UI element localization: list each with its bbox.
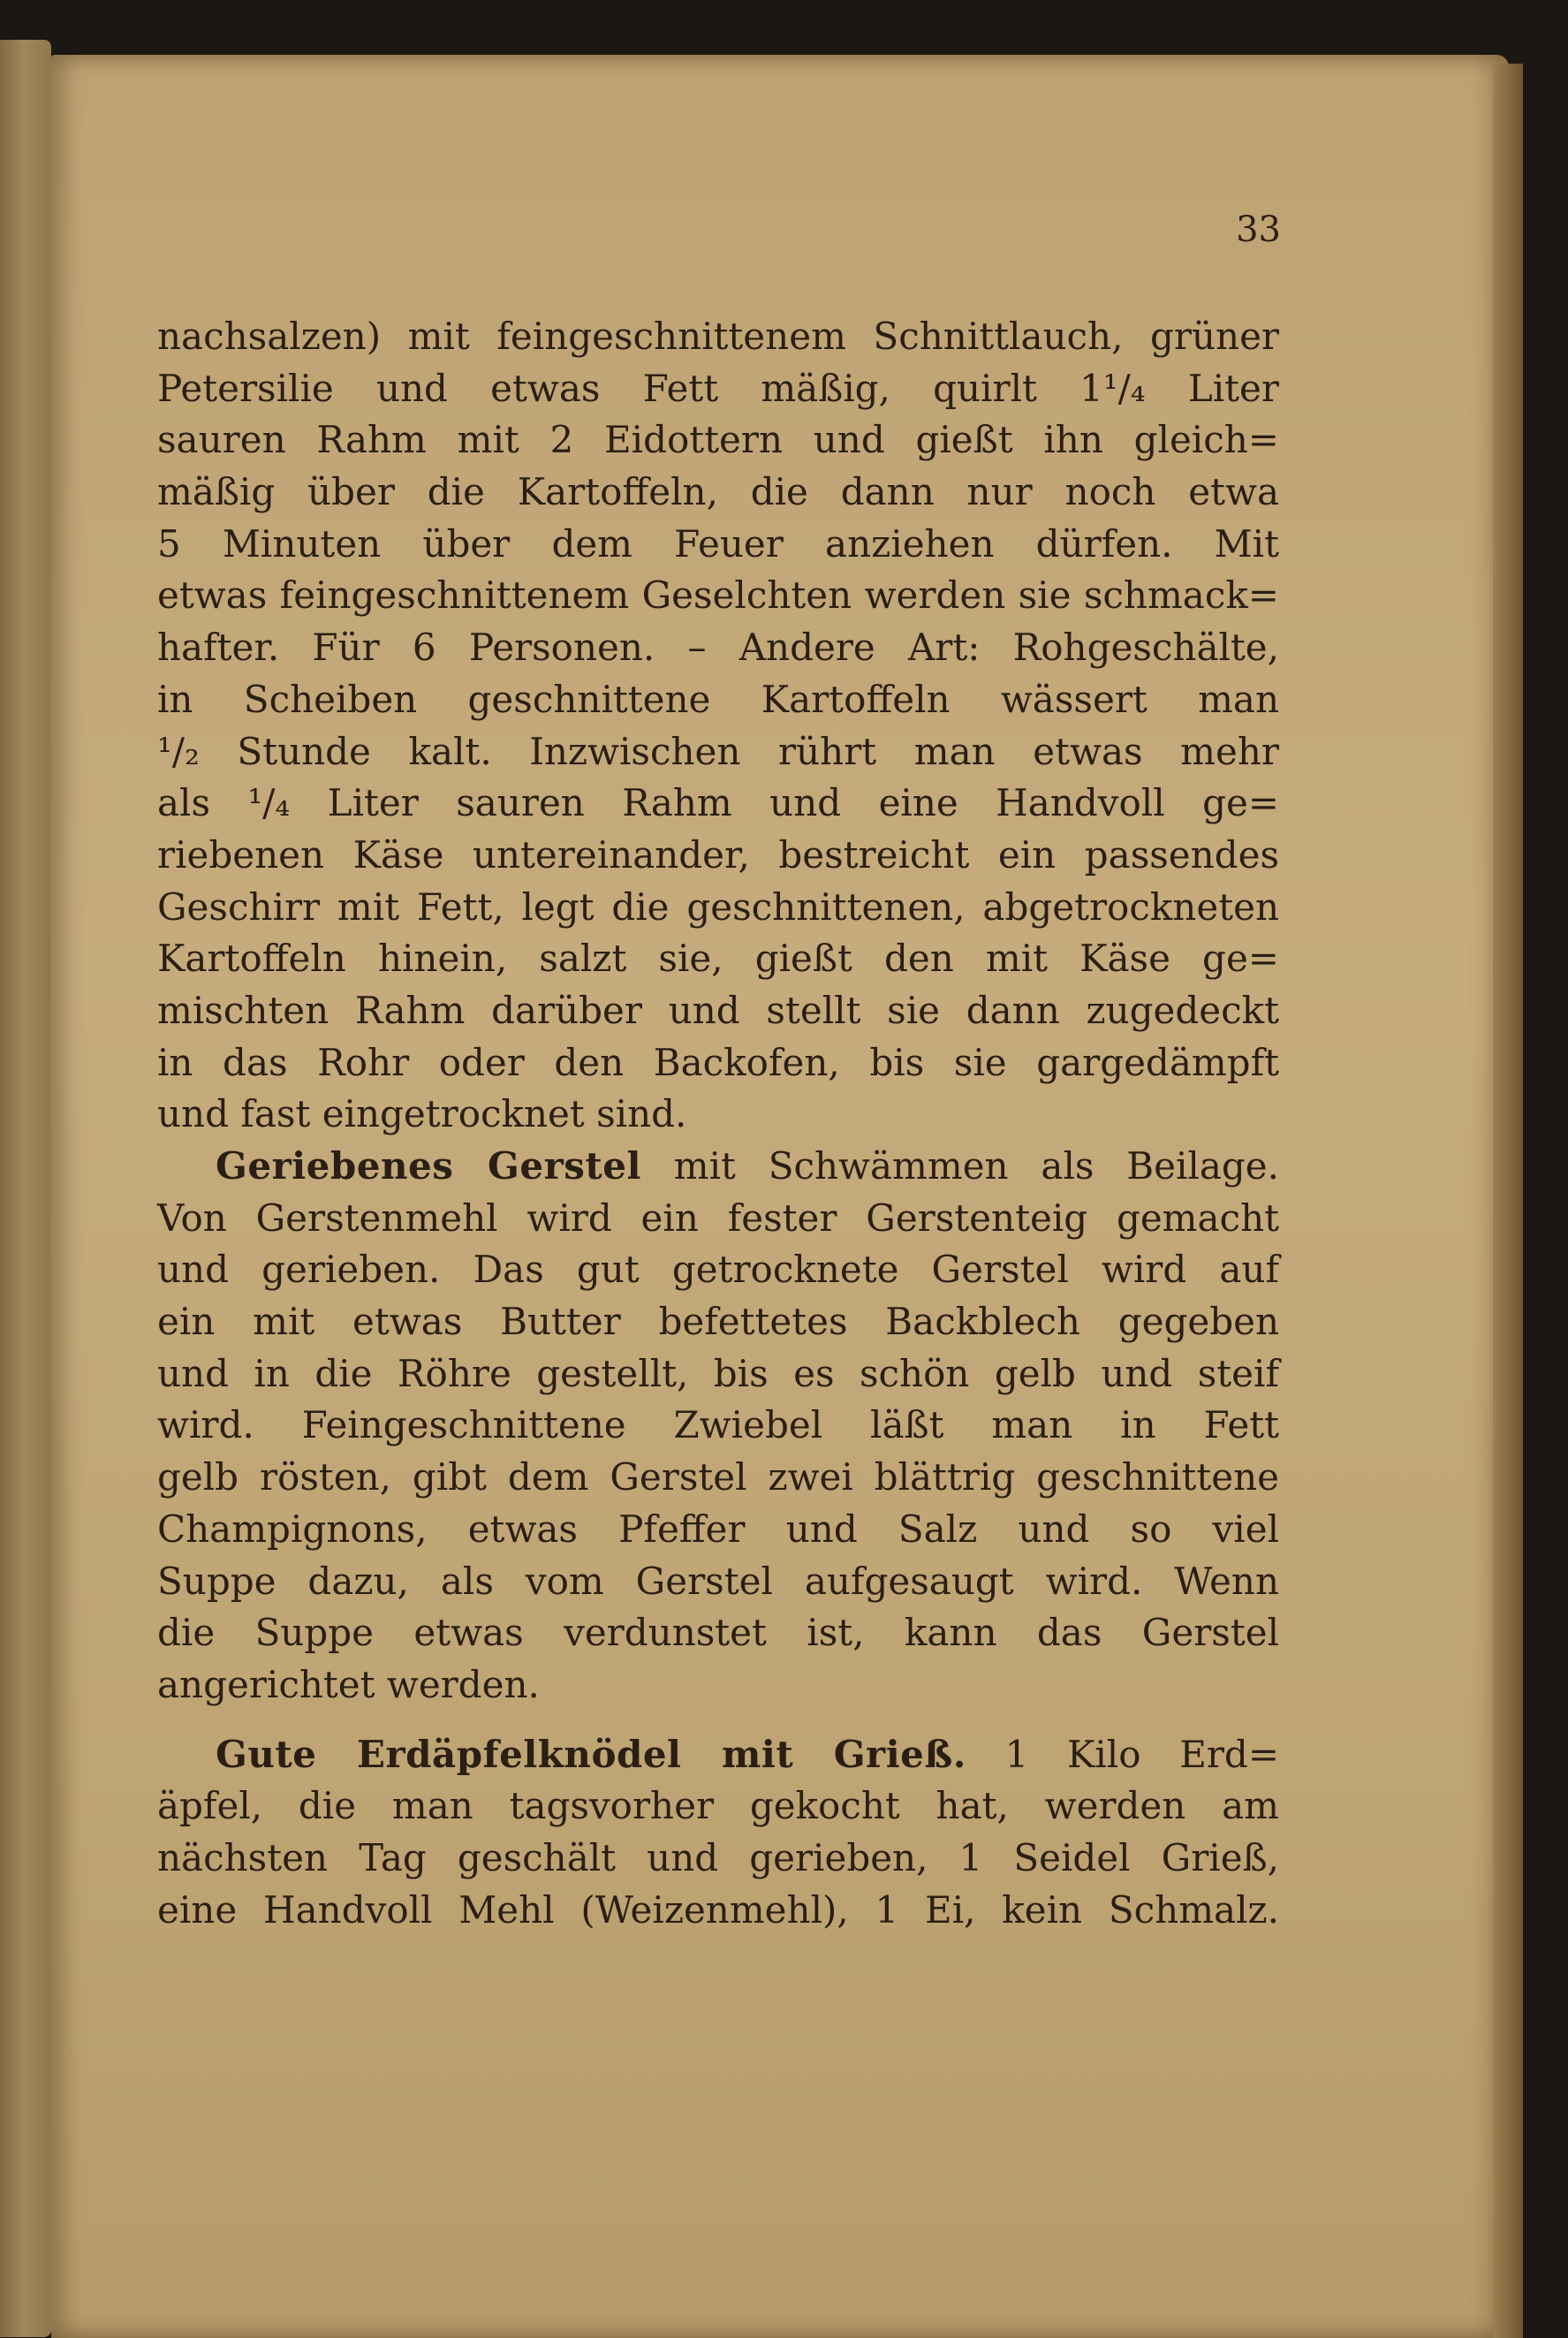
page-stack-edge — [1493, 64, 1523, 2338]
page-number: 33 — [1236, 209, 1281, 250]
text-line: und fast eingetrocknet sind. — [157, 1092, 687, 1136]
section-heading: Gute Erdäpfelknödel mit Grieß. — [216, 1732, 966, 1776]
text-line: und gerieben. Das gut getrocknete Gerstel wird auf — [157, 1248, 1279, 1292]
text-line: in das Rohr oder den Backofen, bis sie gargedämpft — [157, 1040, 1279, 1084]
text-line: die Suppe etwas verdunstet ist, kann das Gerstel — [157, 1611, 1279, 1655]
text-line: gelb rösten, gibt dem Gerstel zwei blättrig geschnittene — [157, 1455, 1279, 1499]
text-line: 5 Minuten über dem Feuer anziehen dürfen. Mit — [157, 521, 1279, 566]
text-line: ein mit etwas Butter befettetes Backblech gegeben — [157, 1300, 1279, 1344]
text-line: etwas feingeschnittenem Geselchten werden sie schmack= — [157, 573, 1279, 618]
text-line: Geschirr mit Fett, legt die geschnittenen, abgetrockneten — [157, 884, 1279, 929]
section-first-line-text: 1 Kilo Erd= — [1004, 1732, 1280, 1776]
text-line: riebenen Käse untereinander, bestreicht ein passendes — [157, 832, 1279, 877]
section-first-line — [157, 1141, 1279, 1193]
text-line: Champignons, etwas Pfeffer und Salz und so viel — [157, 1507, 1279, 1551]
text-line: und in die Röhre gestellt, bis es schön gelb und steif — [157, 1351, 1279, 1395]
section-first-line-text: mit Schwämmen als Beilage. — [673, 1144, 1279, 1188]
page-body-text — [157, 311, 1279, 1936]
text-line: nächsten Tag geschält und gerieben, 1 Seidel Grieß, — [157, 1835, 1279, 1879]
text-line: sauren Rahm mit 2 Eidottern und gießt ihn gleich= — [157, 418, 1279, 462]
text-line: Von Gerstenmehl wird ein fester Gerstenteig gemacht — [157, 1196, 1279, 1240]
text-line: wird. Feingeschnittene Zwiebel läßt man in Fett — [157, 1403, 1279, 1447]
text-line: äpfel, die man tagsvorher gekocht hat, werden am — [157, 1784, 1279, 1828]
section-heading: Geriebenes Gerstel — [216, 1144, 641, 1188]
text-line: Kartoffeln hinein, salzt sie, gießt den mit Käse ge= — [157, 937, 1279, 981]
text-line: als ¹/₄ Liter sauren Rahm und eine Handvoll ge= — [157, 781, 1279, 825]
text-line: mäßig über die Kartoffeln, die dann nur noch etwa — [157, 470, 1279, 514]
text-line: eine Handvoll Mehl (Weizenmehl), 1 Ei, kein Schmalz. — [157, 1887, 1279, 1932]
text-line: ¹/₂ Stunde kalt. Inzwischen rührt man etwas mehr — [157, 729, 1279, 773]
paragraph-gap — [157, 1712, 1279, 1729]
left-page-edge — [0, 40, 51, 2337]
text-line: mischten Rahm darüber und stellt sie dann zugedeckt — [157, 988, 1279, 1032]
text-line: Suppe dazu, als vom Gerstel aufgesaugt wird. Wenn — [157, 1559, 1279, 1603]
text-line: in Scheiben geschnittene Kartoffeln wässert man — [157, 677, 1279, 721]
text-line: nachsalzen) mit feingeschnittenem Schnittlauch, grüner — [157, 315, 1279, 358]
text-line: hafter. Für 6 Personen. – Andere Art: Rohgeschälte, — [157, 626, 1279, 670]
section-first-line — [157, 1729, 1279, 1781]
text-line: angerichtet werden. — [157, 1662, 540, 1706]
text-line: Petersilie und etwas Fett mäßig, quirlt 1¹/₄ Liter — [157, 366, 1279, 410]
